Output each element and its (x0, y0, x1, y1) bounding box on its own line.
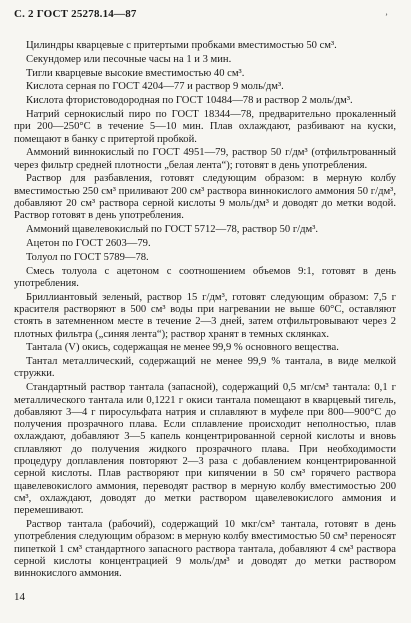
paragraph-ammonium-oxalate: Аммоний щавелевокислый по ГОСТ 5712—78, раствор 50 г/дм³. (26, 224, 319, 236)
paragraph-dilution-solution: Раствор для разбавления, готовят следующим образом: в мерную колбу вместимостью 250 см³ приливают 200 см³ раствора виннокислого аммония 50 г/дм³, добавляют 20 см³ раствора серной кислоты 9 моль/дм³ и доводят до метки водой. Раствор готовят в день употребления. (14, 173, 396, 222)
paragraph-brilliant-green: Бриллиантовый зеленый, раствор 15 г/дм³, готовят следующим образом: 7,5 г красителя растворяют в 500 см³ воды при нагревании не выше 60°С, оставляют стоять в затемненном месте в течение 2—3 дней, затем отфильтровывают через 2 плотных фильтра („синяя лента“); раствор хранят в темных склянках. (14, 291, 396, 340)
paragraph-tantalum-metal: Тантал металлический, содержащий не менее 99,9 % тантала, в виде мелкой стружки. (14, 356, 396, 380)
paragraph-crucibles: Тигли кварцевые высокие вместимостью 40 см³. (26, 67, 245, 79)
header-mark: ʼ (385, 12, 388, 22)
page-body (14, 40, 396, 582)
paragraph-sodium-pyrosulfate: Натрий сернокислый пиро по ГОСТ 18344—78, предварительно прокаленный при 200—250°С в течение 5—10 мин. Плав охлаждают, разбивают на куски, помещают в банку с притертой пробкой. (14, 108, 396, 145)
paragraph-standard-solution: Стандартный раствор тантала (запасной), содержащий 0,5 мг/см³ тантала: 0,1 г металлического тантала или 0,1221 г окиси тантала помещают в кварцевый тигель, добавляют 3—4 г пиросульфата натрия и сплавляют в муфеле при 800—900°С до получения прозрачного плава. Если сплавление происходит неполностью, плав охлаждают, добавляют 3—5 капель концентрированной серной кислоты и вновь сплавляют до получения жидкого прозрачного плава. При необходимости процедуру доплавления повторяют 2—3 раза с добавлением концентрированной серной кислоты. Плав растворяют при кипячении в 50 см³ горячего раствора щавелевокислого аммония, переводят раствор в мерную колбу вместимостью 200 см³, охлаждают, доводят до метки раствором щавелевокислого аммония и перемешивают. (14, 382, 396, 517)
paragraph-ammonium-tartrate: Аммоний виннокислый по ГОСТ 4951—79, раствор 50 г/дм³ (отфильтрованный через фильтр средней плотности „белая лента“); готовят в день употребления. (14, 147, 396, 171)
paragraph-cylinders: Цилиндры кварцевые с притертыми пробками вместимостью 50 см³. (26, 40, 337, 51)
paragraph-toluene-acetone-mix: Смесь толуола с ацетоном с соотношением объемов 9:1, готовят в день употребления. (14, 265, 396, 289)
paragraph-toluene: Толуол по ГОСТ 5789—78. (26, 251, 149, 263)
page-number: 14 (14, 591, 25, 603)
paragraph-hydrofluoric-acid: Кислота фтористоводородная по ГОСТ 10484—78 и раствор 2 моль/дм³. (26, 95, 353, 107)
paragraph-stopwatch: Секундомер или песочные часы на 1 и 3 мин. (26, 53, 232, 65)
paragraph-sulfuric-acid: Кислота серная по ГОСТ 4204—77 и раствор 9 моль/дм³. (26, 81, 284, 93)
paragraph-tantalum-oxide: Тантала (V) окись, содержащая не менее 99,9 % основного вещества. (26, 342, 339, 354)
paragraph-acetone: Ацетон по ГОСТ 2603—79. (26, 237, 151, 249)
paragraph-working-solution: Раствор тантала (рабочий), содержащий 10 мкг/см³ тантала, готовят в день употребления следующим образом: в мерную колбу вместимостью 50 см³ переносят пипеткой 1 см³ стандартного запасного раствора тантала, добавляют 4 см³ раствора серной кислоты концентрацией 9 моль/дм³ и доводят до метки раствором виннокислого аммония. (14, 518, 397, 580)
page-header: С. 2 ГОСТ 25278.14—87 (14, 8, 137, 20)
